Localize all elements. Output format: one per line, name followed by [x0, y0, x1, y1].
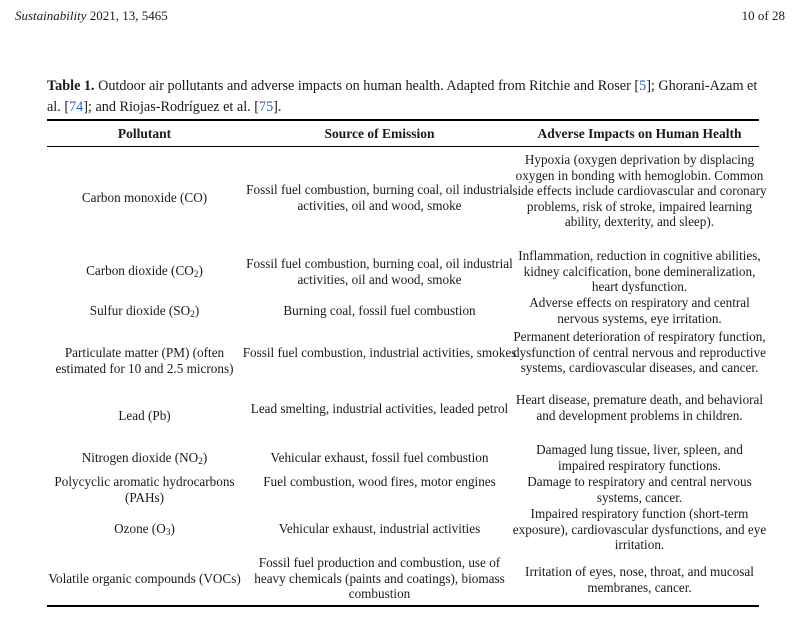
- table-caption: [47, 76, 759, 118]
- impact-cell: Inflammation, reduction in cognitive abilities, kidney calcification, bone demineralization, heart dysfunction.: [518, 248, 761, 294]
- impact-cell: Hypoxia (oxygen deprivation by displacing oxygen in bonding with hemoglobin. Common side effects include cardiovascular and coronary problems, risk of stroke, impaired learning ability, dexterity, and sleep).: [512, 152, 767, 229]
- source-cell: Fossil fuel production and combustion, use of heavy chemicals (paints and coatings), biomass combustion: [254, 555, 505, 601]
- impact-cell: Permanent deterioration of respiratory function, dysfunction of central nervous and reproductive systems, cardiovascular diseases, and cancer.: [512, 329, 767, 375]
- pollutant-cell-text: ): [194, 303, 200, 318]
- pollutant-cell: Particulate matter (PM) (often estimated for 10 and 2.5 microns): [55, 345, 234, 376]
- pollutant-cell: [47, 521, 242, 537]
- table-top-rule: [47, 119, 759, 121]
- source-cell: Fossil fuel combustion, burning coal, oil industrial activities, oil and wood, smoke: [246, 182, 513, 213]
- caption-text: ]; and Riojas-Rodríguez et al. [: [83, 99, 259, 115]
- pollutant-cell: [47, 450, 242, 466]
- impact-cell: Irritation of eyes, nose, throat, and mucosal membranes, cancer.: [525, 564, 754, 595]
- pollutant-cell: [47, 263, 242, 279]
- pollutant-cell: Carbon monoxide (CO): [81, 190, 208, 205]
- source-cell: Fossil fuel combustion, burning coal, oil industrial activities, oil and wood, smoke: [246, 256, 513, 287]
- pollutant-cell-text: ): [202, 450, 208, 465]
- caption-text: ].: [273, 99, 282, 115]
- source-cell: Fuel combustion, wood fires, motor engines: [263, 474, 496, 489]
- journal-name: Sustainability: [15, 8, 87, 23]
- table-header-rule: [47, 146, 759, 147]
- column-header-impacts: Adverse Impacts on Human Health: [537, 126, 742, 141]
- table-label: Table 1.: [47, 78, 95, 94]
- impact-cell: Damaged lung tissue, liver, spleen, and impaired respiratory functions.: [536, 442, 743, 473]
- source-cell: Lead smelting, industrial activities, leaded petrol: [250, 401, 509, 416]
- impact-cell: Adverse effects on respiratory and central nervous systems, eye irritation.: [529, 295, 750, 326]
- source-cell: Burning coal, fossil fuel combustion: [283, 303, 476, 318]
- pollutant-cell-text: ): [170, 521, 175, 536]
- pollutant-cell-text: 2: [198, 457, 203, 467]
- pollutant-cell-text: Sulfur dioxide (SO: [89, 303, 191, 318]
- column-header-pollutant: Pollutant: [117, 126, 172, 141]
- caption-text: ]; Ghorani-Azam et al. [: [47, 78, 758, 115]
- pollutant-cell-text: 2: [193, 270, 199, 280]
- pollutant-cell: Volatile organic compounds (VOCs): [48, 571, 241, 586]
- pollutant-cell-text: Ozone (O: [114, 521, 166, 536]
- page-header: [15, 8, 785, 24]
- citation: 2021, 13, 5465: [89, 8, 168, 23]
- caption-text: Outdoor air pollutants and adverse impacts on human health. Adapted from Ritchie and Roser [: [98, 78, 640, 94]
- pollutant-cell-text: Carbon dioxide (CO: [86, 263, 194, 278]
- source-cell: Vehicular exhaust, industrial activities: [278, 521, 481, 536]
- column-header-source: Source of Emission: [324, 126, 435, 141]
- source-cell: Vehicular exhaust, fossil fuel combustion: [270, 450, 489, 465]
- pollutant-cell: Polycyclic aromatic hydrocarbons (PAHs): [54, 474, 235, 505]
- pollutant-cell-text: 2: [190, 310, 195, 320]
- pollutant-cell-text: ): [198, 263, 203, 278]
- reference-link[interactable]: 74: [69, 99, 84, 115]
- reference-link[interactable]: 5: [639, 78, 647, 94]
- source-cell: Fossil fuel combustion, industrial activities, smokes: [242, 345, 517, 360]
- pollutant-cell: [47, 303, 242, 319]
- table-bottom-rule: [47, 605, 759, 607]
- pollutant-cell-text: 3: [165, 528, 171, 538]
- impact-cell: Impaired respiratory function (short-term exposure), cardiovascular dysfunctions, and eye irritation.: [512, 506, 767, 552]
- reference-link[interactable]: 75: [258, 99, 274, 115]
- impact-cell: Damage to respiratory and central nervous systems, cancer.: [527, 474, 752, 505]
- impact-cell: Heart disease, premature death, and behavioral and development problems in children.: [515, 392, 764, 423]
- page-number: 10 of 28: [741, 8, 785, 23]
- pollutant-cell-text: Nitrogen dioxide (NO: [81, 450, 199, 465]
- pollutant-cell: Lead (Pb): [118, 408, 171, 423]
